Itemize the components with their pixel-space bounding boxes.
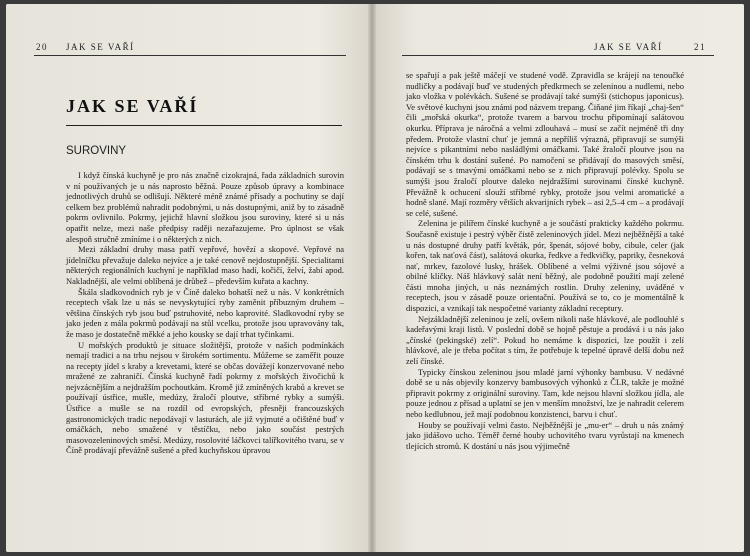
right-header-rule xyxy=(402,55,714,56)
paragraph: Mezi základní druhy masa patří vepřové, hovězí a skopové. Vepřové na jídelníčku převažuje daleko nejvíce a je také cenově nejdostupnější. Specialitami některých regionálních kuchyní je například maso hadí, kočičí, želví, žabí apod. Nakladnější, ale velmi oblíbená je drůbež – především kuřata a kachny. xyxy=(66,244,344,286)
left-running-head: JAK SE VAŘÍ xyxy=(66,42,135,52)
book-gutter xyxy=(368,4,376,552)
left-page xyxy=(6,4,372,552)
left-page-number: 20 xyxy=(36,42,48,52)
chapter-title-rule xyxy=(66,125,342,126)
paragraph: U mořských produktů je situace složitější, protože v našich podmínkách nemají tradici a na trhu nejsou v širokém sortimentu. Můžeme se zaměřit pouze na recepty jídel s kraby a krevetami, které se občas dovážejí konzervované nebo mražené ze zahraničí. Čínská kuchyně řadí pokrmy z mořských živočichů k nejvzácnějším a nejdražším pochoutkám. Kromě již zmíněných krabů a krevet se používají ústřice, mušle, medúzy, žraločí ploutve, stříbrné rybky a sumýši. Ústřice a mušle se na rozdíl od evropských, přesněji francouzských gastronomických tradic nepodávají v lasturách, ale již vyjmuté a očištěné buď v omáčkách, nebo smažené v těstíčku, nebo jako součást pestrých masovozeleninových směsí. Medúzy, rosolovité láčkovci talířkovitého tvaru, se v Číně prodávají převážně sušené a před kuchyňskou úpravou xyxy=(66,339,344,456)
left-text-column xyxy=(66,170,344,456)
paragraph: I když čínská kuchyně je pro nás značně cizokrajná, řada základních surovin v ní používaných je u nás naprosto běžná. Pouze způsob úpravy a kombinace jednotlivých druhů se odlišují. Některé méně známé přísady a pochutiny se dají celkem bez problémů nahradit podobnými, u nás dostupnými, aniž by to zásadně pokrm ovlivnilo. Pokrmy, jejichž hlavní složkou jsou suroviny, které si u nás opatřit nelze, mezi naše předpisy raději nezařazujeme. Pro úplnost se však alespoň stručně zmíníme i o některých z nich. xyxy=(66,170,344,244)
right-running-head: JAK SE VAŘÍ xyxy=(594,42,663,52)
right-page xyxy=(372,4,744,552)
paragraph: Zelenina je pilířem čínské kuchyně a je součástí prakticky každého pokrmu. Současně existuje i pestrý výběr čistě zeleninových jídel. Mezi nejběžnější a také u nás dostupné druhy patří květák, pór, špenát, sójové boby, cibule, celer (jak kořen, tak naťová část), salátová okurka, ředkve a ředkvičky, papriky, česneková nať, mrkev, fazolové lusky, hrášek. Oblíbené a velmi výživné jsou sójové a obilné klíčky. Náš hlávkový salát není běžný, ale podobně použití mají zelené části mnoha jiných, u nás neznámých rostlin. Druhy zeleniny, uváděné v receptech, jsou v zásadě pouze orientační. Používá se to, co je momentálně k dispozici, a vznikají tak nespočetné varianty základní receptury. xyxy=(406,218,684,314)
paragraph: Nejzákladnější zeleninou je zelí, ovšem nikoli naše hlávkové, ale podlouhlé s kadeřavými kraji listů. V poslední době se hojně pěstuje a prodává i u nás jako „čínské (pekingské) zelí“. Pokud ho nemáme k dispozici, lze použít i zelí hlávkové, ale je třeba počítat s tím, že potřebuje k tepelné úpravě delší dobu než zelí čínské. xyxy=(406,313,684,367)
right-page-number: 21 xyxy=(694,42,706,52)
chapter-title: JAK SE VAŘÍ xyxy=(66,96,199,116)
paragraph: Škála sladkovodních ryb je v Číně daleko bohatší než u nás. V konkrétních receptech však lze u nás se nevyskytující ryby zaměnit příbuzným druhem – většina čínských ryb jsou buď pstruhovité, nebo kaprovité. Sladkovodní ryby se jako jeden z mála pokrmů podávají na stůl vcelku, protože jsou upravovány tak, že maso je dostatečně měkké a jeho kousky se dají trhat tyčinkami. xyxy=(66,286,344,339)
left-header-rule xyxy=(34,55,346,56)
right-text-column xyxy=(406,70,684,451)
paragraph: Houby se používají velmi často. Nejběžnější je „mu-er“ – druh u nás známý jako jidášovo ucho. Téměř černé houby uchovitého tvaru vyrůstají na kmenech tlejících stromů. K dostání u nás jsou výjimečně xyxy=(406,419,684,451)
paragraph: Typicky čínskou zeleninou jsou mladé jarní výhonky bambusu. V nedávné době se u nás objevily konzervy bambusových výhonků z ČLR, takže je možné připravit pokrmy z originální suroviny. Tam, kde nejsou hlavní složkou jídla, ale pouze jednou z přísad a uplatní se jen v menším množství, lze je nahradit celerem nebo kedlubnou, jež mají podobnou konzistenci, barvu i chuť. xyxy=(406,366,684,419)
book-spread xyxy=(6,4,744,552)
paragraph: se spařují a pak ještě máčejí ve studené vodě. Zpravidla se krájejí na tenoučké nudličky a podávají buď ve studených předkrmech se zeleninou a nudlemi, nebo jako vložka v polévkách. Sušené se prodávají také sumýši (stichopus japonicus). Ve světové kuchyni jsou známi pod názvem trepang. Čiňané jim říkají „chaj-šen“ čili „mořská okurka“, protože tvarem a barvou trochu připomínají salátovou okurku. Příprava je náročná a velmi zdlouhavá – musí se začít nejméně tři dny předem. Protože vlastní chuť je jemná a nepříliš výrazná, připravují se sumýši nejvíce s pikantními nebo nasládlými omáčkami. Také žraločí ploutve jsou na čínském trhu k dostání sušené. Po namočení se přidávají do masových směsí, podávají se s tmavými omáčkami nebo se z nich připravují polévky. Spolu se sumýši jsou žraločí ploutve daleko nejdražšími surovinami čínské kuchyně. Převážně k ochucení slouží stříbrné rybky, protože jsou velmi aromatické a hodně slané. Mají rozměry větších akvarijních rybek – asi 2,5–4 cm – a prodávají se celé, sušené. xyxy=(406,70,684,218)
section-heading: SUROVINY xyxy=(66,145,127,157)
